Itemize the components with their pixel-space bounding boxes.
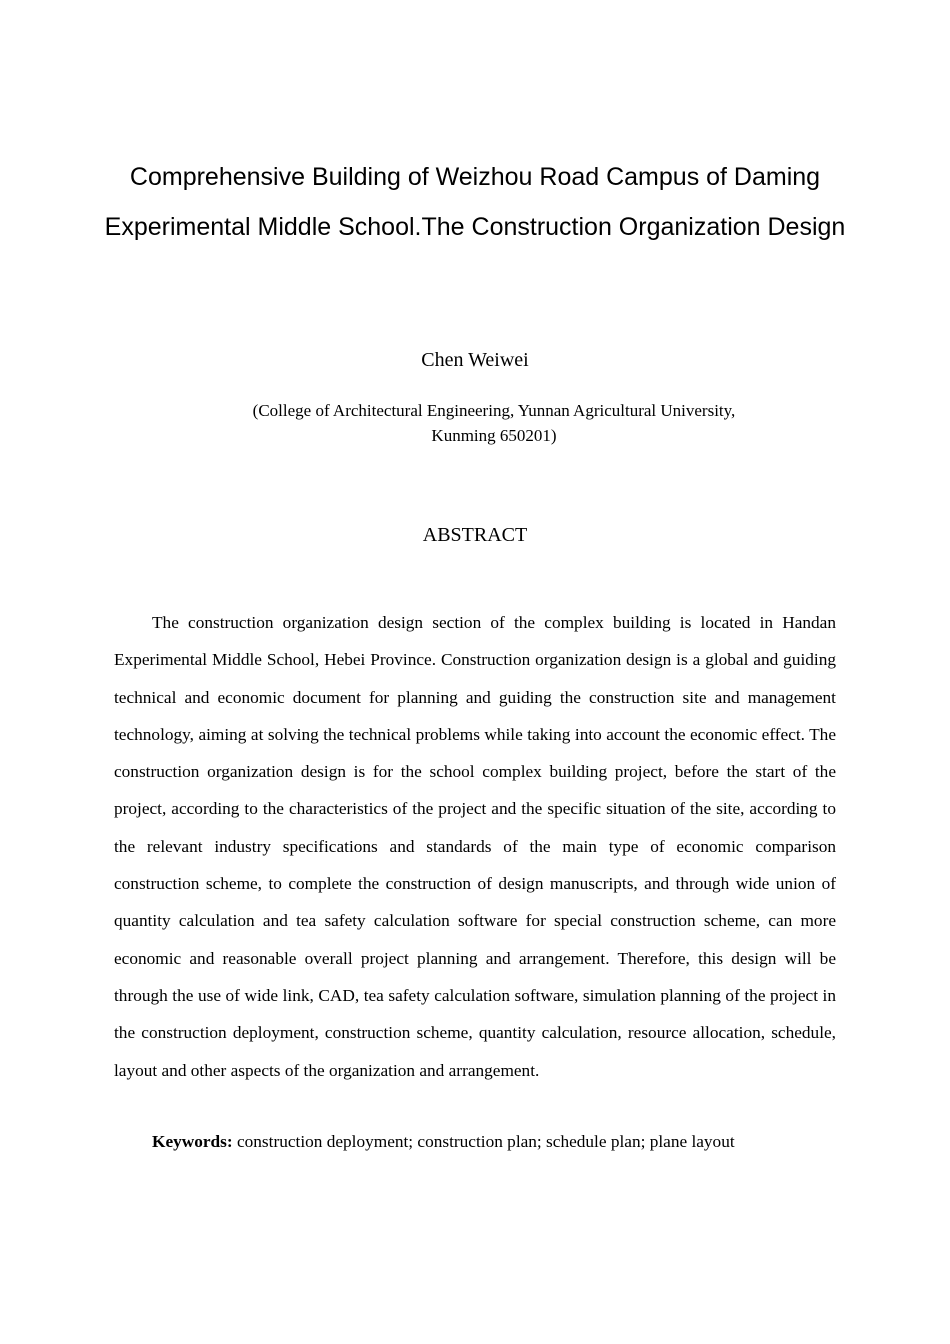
keywords-label: Keywords:	[152, 1132, 233, 1151]
affiliation-line-2: Kunming 650201)	[431, 426, 557, 445]
author-name: Chen Weiwei	[421, 349, 529, 371]
paper-title: Comprehensive Building of Weizhou Road Campus of Daming Experimental Middle School.The Construction Organization Design	[104, 163, 846, 241]
affiliation-line-1: (College of Architectural Engineering, Yunnan Agricultural University,	[252, 401, 736, 420]
author-affiliation	[200, 398, 788, 448]
keywords-line	[114, 1126, 836, 1158]
keywords-text: construction deployment; construction plan; schedule plan; plane layout	[236, 1132, 735, 1151]
abstract-body: The construction organization design section of the complex building is located in Handan Experimental Middle School, Hebei Province. Construction organization design is a global and guiding technical and economic document for planning and guiding the construction site and management technology, aiming at solving the technical problems while taking into account the economic effect. The construction organization design is for the school complex building project, before the start of the project, according to the characteristics of the project and the specific situation of the site, according to the relevant industry specifications and standards of the main type of economic comparison construction scheme, to complete the construction of design manuscripts, and through wide union of quantity calculation and tea safety calculation software for special construction scheme, can more economic and reasonable overall project planning and arrangement. Therefore, this design will be through the use of wide link, CAD, tea safety calculation software, simulation planning of the project in the construction deployment, construction scheme, quantity calculation, resource allocation, schedule, layout and other aspects of the organization and arrangement.	[114, 613, 836, 1080]
abstract-heading: ABSTRACT	[422, 524, 528, 546]
